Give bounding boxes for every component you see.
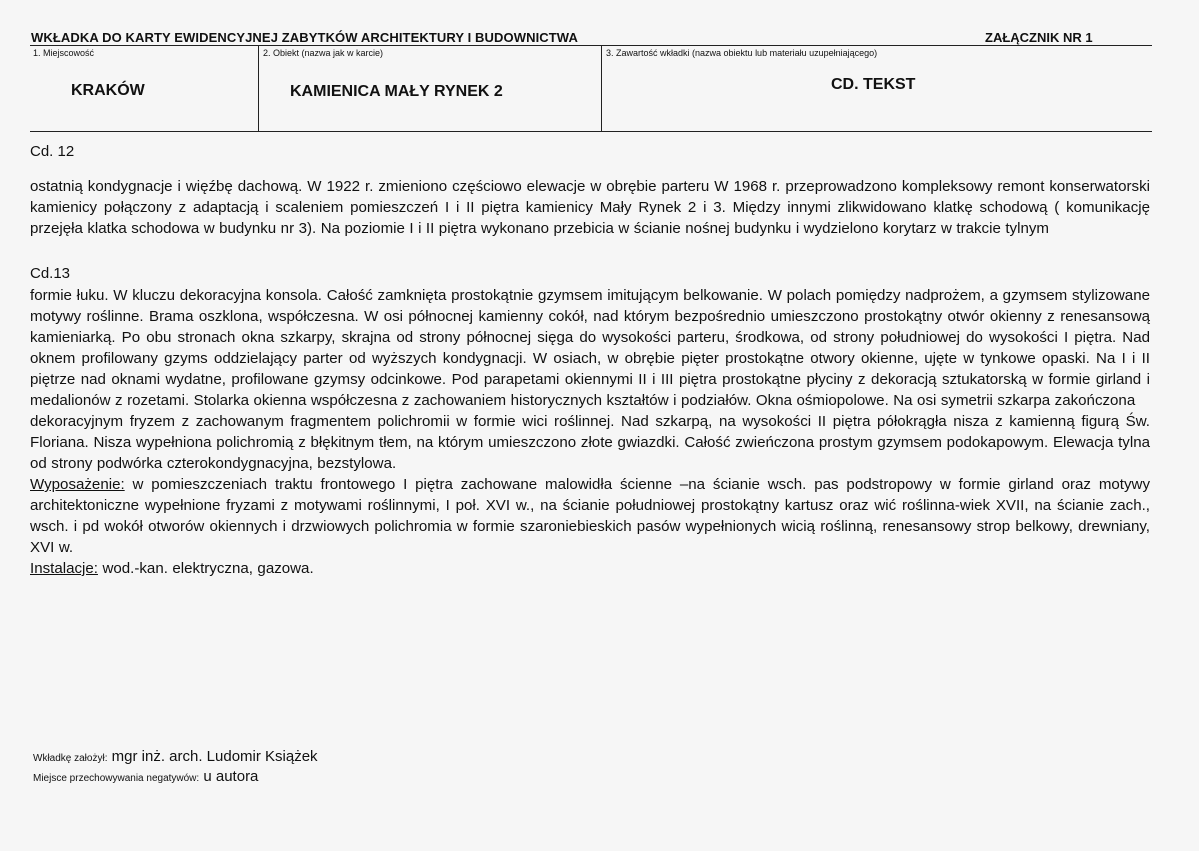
- section-label-cd12: Cd. 12: [30, 143, 75, 160]
- negatives-line: [33, 768, 258, 785]
- form-title: WKŁADKA DO KARTY EWIDENCYJNEJ ZABYTKÓW ARCHITEKTURY I BUDOWNICTWA: [31, 30, 578, 45]
- installations-label: Instalacje:: [30, 560, 98, 577]
- cd13-paragraph-1: formie łuku. W kluczu dekoracyjna konsola. Całość zamknięta prostokątnie gzymsem imitującym belkowanie. W polach pomiędzy nadprożem, a gzymsem stylizowane motywy roślinne. Brama oszklona, współczesna. W osi północnej kamienny cokół, nad którym bezpośrednio umieszczono prostokątny otwór okienny z renesansową kamieniarką. Po obu stronach okna szkarpy, skrajna od strony północnej sięga do wysokości parteru, środkowa, od strony południowej do wysokości I piętra. Nad oknem profilowany gzyms oddzielający parter od wyższych kondygnacji. W osiach, w obrębie pięter prostokątne otwory okienne, ujęte w tynkowe opaski. Na I i II piętrze nad oknami wydatne, profilowane gzymsy odcinkowe. Pod parapetami okiennymi II i III piętra prostokątne płyciny z dekoracją sztukatorską w formie girland i medalionów z rozetami. Stolarka okienna współczesna z zachowaniem historycznych kształtów i podziałów. Okna ośmiopolowe. Na osi symetrii szkarpa zakończona: [30, 287, 1150, 409]
- column-divider-2: [601, 45, 602, 131]
- negatives-value: u autora: [203, 768, 259, 785]
- cd13-paragraph-2: dekoracyjnym fryzem z zachowanym fragmentem polichromii w formie wici roślinnej. Nad szkarpą, na wysokości II piętra półokrągła nisza z kamienną figurą Św. Floriana. Nisza wypełniona polichromią z błękitnym tłem, na którym umieszczono złote gwiazdki. Całość zwieńczona prostym gzymsem podokapowym. Elewacja tylna od strony podwórka czterokondygnacyjna, bezstylowa.: [30, 413, 1150, 472]
- founder-label: Wkładkę założył:: [33, 753, 108, 764]
- column-divider-1: [258, 45, 259, 131]
- header-divider: [30, 45, 1152, 46]
- locality-label: 1. Miejscowość: [33, 48, 95, 58]
- negatives-label: Miejsce przechowywania negatywów:: [33, 773, 200, 784]
- section-text-cd12: [30, 176, 1150, 239]
- founder-value: mgr inż. arch. Ludomir Książek: [111, 748, 318, 765]
- header-table-bottom-divider: [30, 131, 1152, 132]
- installations-text: wod.-kan. elektryczna, gazowa.: [97, 560, 314, 577]
- equipment-paragraph: [30, 474, 1150, 558]
- section-text-cd13: [30, 285, 1150, 579]
- annex-number: ZAŁĄCZNIK NR 1: [985, 30, 1093, 45]
- object-value: KAMIENICA MAŁY RYNEK 2: [290, 83, 503, 100]
- installations-paragraph: [30, 558, 1150, 579]
- equipment-text: w pomieszczeniach traktu frontowego I piętra zachowane malowidła ścienne –na ścianie wsch. pas podstropowy w formie girland oraz motywy architektoniczne wypełnione fryzami z motywami roślinnymi, I poł. XVI w., na ścianie południowej prostokątny kartusz oraz wić roślinna-wiek XVII, na ścianie zach., wsch. i pd wokół otworów okiennych i drzwiowych polichromia w formie szaroniebieskich pasów wypełnionych wicią roślinną, renesansowy strop belkowy, drewniany, XVI w.: [30, 476, 1150, 556]
- section-label-cd13: Cd.13: [30, 265, 71, 282]
- cd12-paragraph: ostatnią kondygnacje i więźbę dachową. W 1922 r. zmieniono częściowo elewacje w obrębie parteru W 1968 r. przeprowadzono kompleksowy remont konserwatorski kamienicy połączony z adaptacją i scaleniem pomieszczeń I i II piętra kamienicy Mały Rynek 2 i 3. Między innymi zlikwidowano klatkę schodową ( komunikację przejęła klatka schodowa w budynku nr 3). Na poziomie I i II piętra wykonano przebicia w ścianie nośnej budynku i wydzielono korytarz w trakcie tylnym: [30, 178, 1150, 237]
- object-label: 2. Obiekt (nazwa jak w karcie): [263, 48, 384, 58]
- equipment-label: Wyposażenie:: [30, 476, 125, 493]
- content-value: CD. TEKST: [831, 76, 916, 93]
- founder-line: [33, 748, 318, 765]
- content-label: 3. Zawartość wkładki (nazwa obiektu lub materiału uzupełniającego): [606, 48, 878, 58]
- locality-value: KRAKÓW: [71, 82, 145, 99]
